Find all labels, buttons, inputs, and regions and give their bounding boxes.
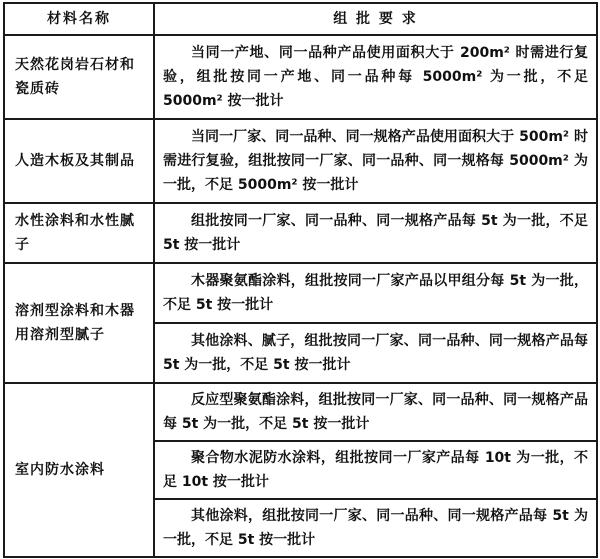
header-material-name: 材料名称 [4, 3, 154, 35]
batch-requirements-table [3, 2, 598, 558]
requirement-cell: 木器聚氨酯涂料，组批按同一厂家产品以甲组分每 5t 为一批，不足 5t 按一批计 [154, 263, 597, 323]
requirement-cell: 其他涂料，组批按同一厂家、同一品种、同一规格产品每 5t 为一批，不足 5t 按一批计 [154, 499, 597, 557]
requirement-cell: 反应型聚氨酯涂料，组批按同一厂家、同一品种、同一规格产品每 5t 为一批，不足 5t 按一批计 [154, 383, 597, 441]
header-row [4, 3, 597, 35]
material-name-cell: 溶剂型涂料和木器用溶剂型腻子 [4, 263, 154, 383]
requirement-cell: 组批按同一厂家、同一品种、同一规格产品每 5t 为一批，不足 5t 按一批计 [154, 203, 597, 263]
table-row [4, 35, 597, 119]
requirement-cell: 聚合物水泥防水涂料，组批按同一厂家产品每 10t 为一批，不足 10t 按一批计 [154, 441, 597, 499]
table-row [4, 383, 597, 441]
requirements-table-wrapper [3, 2, 596, 556]
table-row [4, 119, 597, 203]
table-row [4, 263, 597, 323]
material-name-cell: 水性涂料和水性腻子 [4, 203, 154, 263]
material-name-cell: 天然花岗岩石材和瓷质砖 [4, 35, 154, 119]
material-name-cell: 人造木板及其制品 [4, 119, 154, 203]
header-batch-requirement: 组 批 要 求 [154, 3, 597, 35]
requirement-cell: 其他涂料、腻子，组批按同一厂家、同一品种、同一规格产品每 5t 为一批，不足 5t 按一批计 [154, 323, 597, 383]
requirement-cell: 当同一产地、同一品种产品使用面积大于 200m² 时需进行复验，组批按同一产地、同一品种每 5000m² 为一批，不足 5000m² 按一批计 [154, 35, 597, 119]
requirement-cell: 当同一厂家、同一品种、同一规格产品使用面积大于 500m² 时需进行复验，组批按同一厂家、同一品种、同一规格每 5000m² 为一批，不足 5000m² 按一批计 [154, 119, 597, 203]
material-name-cell: 室内防水涂料 [4, 383, 154, 557]
table-row [4, 203, 597, 263]
